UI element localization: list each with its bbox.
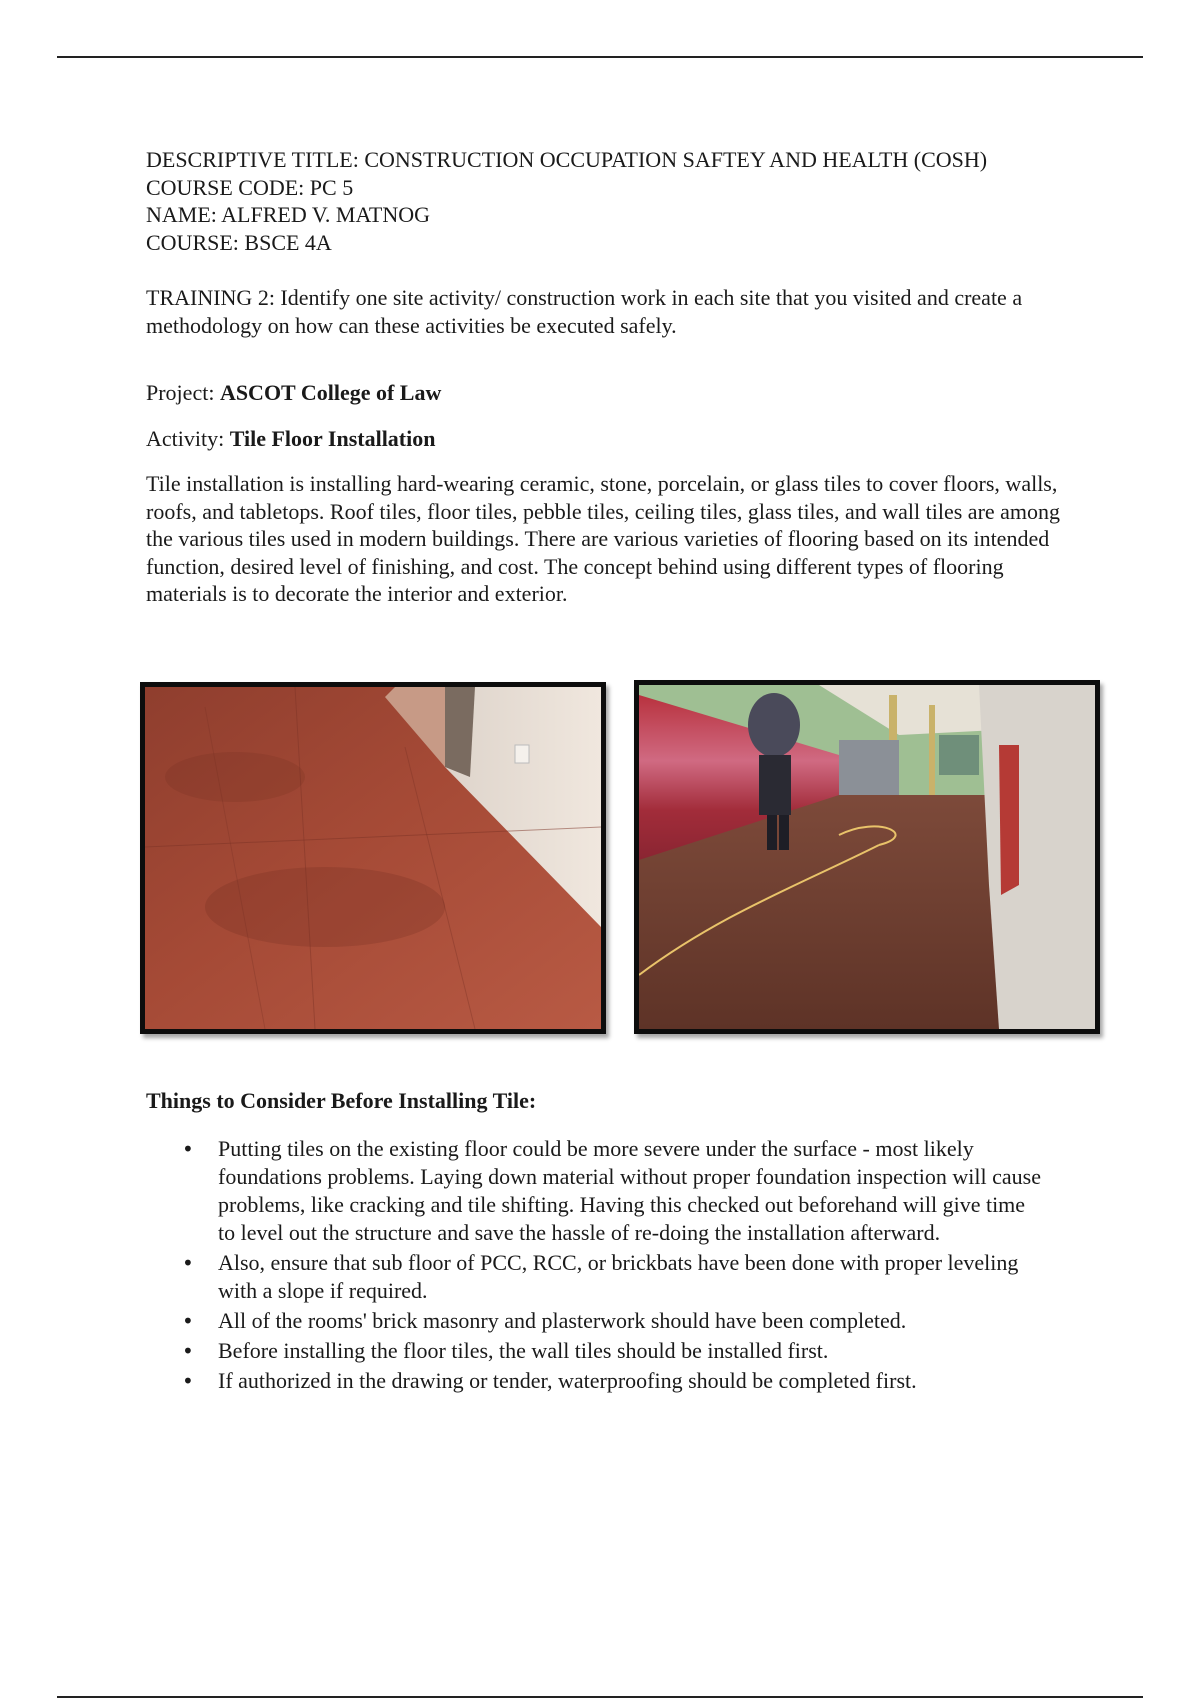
student-name: NAME: ALFRED V. MATNOG	[146, 202, 431, 227]
course-code: COURSE CODE: PC 5	[146, 174, 354, 200]
red-floor-corner-photo	[140, 682, 606, 1034]
project-value: ASCOT College of Law	[219, 380, 442, 405]
project-line	[146, 379, 1086, 407]
bottom-rule	[57, 1696, 1143, 1698]
considerations-heading: Things to Consider Before Installing Tile:	[146, 1088, 537, 1113]
activity-label: Activity:	[146, 425, 230, 451]
list-item: • Also, ensure that sub floor of PCC, RCC, or brickbats have been done with proper leveling with a slope if required.	[218, 1249, 1086, 1305]
list-item: • Before installing the floor tiles, the wall tiles should be installed first.	[218, 1337, 1086, 1365]
photo-row	[140, 682, 1100, 1032]
training-instruction: TRAINING 2: Identify one site activity/ construction work in each site that you visited and create a methodology on how can these activities be executed safely.	[146, 285, 1023, 338]
corridor-floor-worker-photo	[634, 680, 1100, 1034]
description-paragraph: Tile installation is installing hard-wearing ceramic, stone, porcelain, or glass tiles to cover floors, walls, roofs, and tabletops. Roof tiles, floor tiles, pebble tiles, ceiling tiles, glass tiles, and wall tiles are among the various tiles used in modern buildings. There are various varieties of flooring based on its intended function, desired level of finishing, and cost. The concept behind using different types of flooring materials is to decorate the interior and exterior.	[146, 471, 1061, 606]
considerations-list	[146, 1135, 1086, 1395]
list-item: • All of the rooms' brick masonry and plasterwork should have been completed.	[218, 1307, 1086, 1335]
header-block	[146, 146, 1086, 256]
activity-line	[146, 425, 1086, 453]
activity-value: Tile Floor Installation	[229, 425, 436, 451]
course: COURSE: BSCE 4A	[146, 229, 332, 255]
list-item: • Putting tiles on the existing floor could be more severe under the surface - most likely foundations problems. Laying down material without proper foundation inspection will cause problems, like cracking and tile shifting. Having this checked out beforehand will give time to level out the structure and save the hassle of re-doing the installation afterward.	[218, 1135, 1086, 1247]
top-rule	[57, 56, 1143, 58]
considerations-section	[146, 1087, 1086, 1397]
project-label: Project:	[146, 380, 220, 405]
descriptive-title: DESCRIPTIVE TITLE: CONSTRUCTION OCCUPATION SAFTEY AND HEALTH (COSH)	[146, 147, 988, 172]
list-item: • If authorized in the drawing or tender, waterproofing should be completed first.	[218, 1367, 1086, 1395]
document-body	[146, 146, 1086, 608]
